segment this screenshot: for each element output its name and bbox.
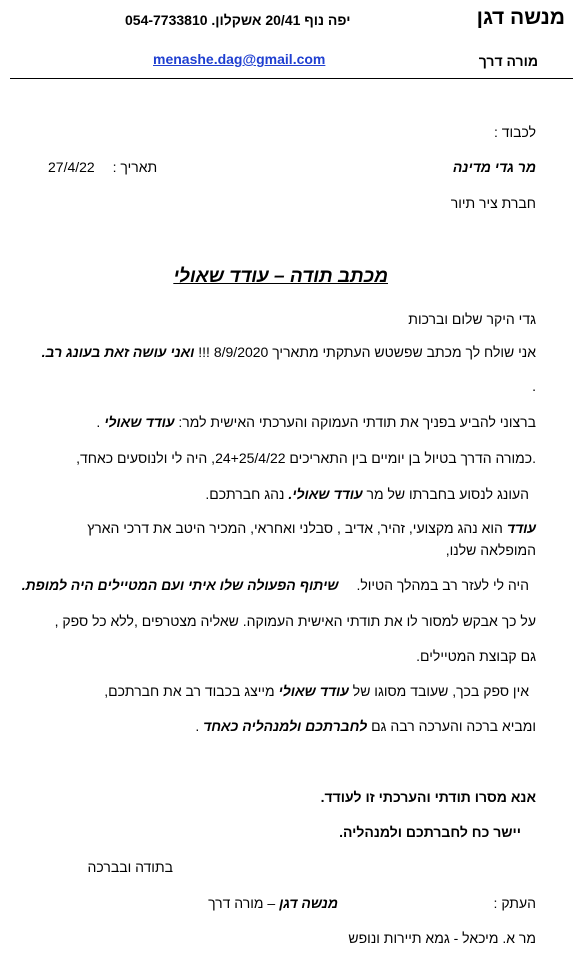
p2-text: ברצוני להביע בפניך את תודתי העמוקה והערכתי האישית למר: (178, 414, 536, 430)
recipient-to: לכבוד : (493, 124, 536, 140)
paragraph-1 (42, 344, 536, 360)
copy-label: העתק : (493, 895, 536, 911)
date-line (48, 159, 157, 175)
p4-text: העונג לנסוע בחברתו של מר (366, 486, 529, 502)
p7-text: היה לי לעזר רב במהלך הטיול. (356, 577, 529, 593)
greeting: גדי היקר שלום וברכות (408, 311, 536, 327)
p2-end: . (96, 414, 101, 430)
paragraph-6: המופלאה שלנו, (445, 542, 536, 558)
date-value: 27/4/22 (48, 159, 95, 175)
thanks-line: בתודה ובברכה (87, 859, 173, 875)
p5-text: הוא נהג מקצועי, זהיר, אדיב , סבלני ואחראי, המכיר היטב את דרכי הארץ (87, 520, 503, 536)
signature-name: מנשה דגן (279, 895, 338, 911)
p4-driver-name: עודד שאולי. (288, 486, 363, 502)
p1-emphasis: ואני עושה זאת בעונג רב. (41, 344, 195, 360)
paragraph-3: .כמורה הדרך בטיול בן יומיים בין התאריכים 24+25/4/22, היה לי ולנוסעים כאחד, (76, 450, 536, 466)
p4-end: נהג חברתכם. (205, 486, 285, 502)
cc-line: מר א. מיכאל - גמא תיירות ונופש (348, 930, 536, 946)
recipient-name: מר גדי מדינה (452, 159, 536, 175)
letterhead-name: מנשה דגן (476, 6, 565, 29)
paragraph-4 (205, 486, 529, 502)
signature-line (208, 895, 338, 911)
p1-text: אני שולח לך מכתב שפשטש העתקתי מתאריך 8/9/2020 !!! (198, 344, 536, 360)
email-link[interactable]: menashe.dag@gmail.com (153, 51, 326, 67)
stray-dot: . (532, 378, 536, 394)
closing-line-2: יישר כח לחברתכם ולמנהליה. (339, 824, 521, 840)
paragraph-5 (87, 520, 536, 536)
p10-text: אין ספק בכך, שעובד מסוגו של (352, 683, 529, 699)
p11-emphasis: לחברתכם ולמנהליה כאחד (203, 718, 368, 734)
paragraph-7 (22, 577, 529, 593)
paragraph-9: גם קבוצת המטיילים. (416, 648, 536, 664)
phone-text: 054-7733810 (125, 12, 208, 28)
p7-emphasis: שיתוף הפעולה שלו איתי ועם המטיילים היה למופת. (21, 577, 339, 593)
closing-line-1: אנא מסרו תודתי והערכתי זו לעודד. (320, 789, 536, 805)
letter-title: מכתב תודה – עודד שאולי (173, 266, 388, 287)
letterhead-title: מורה דרך (478, 53, 538, 69)
p10-end: מייצג בכבוד רב את חברתכם, (104, 683, 275, 699)
paragraph-10 (104, 683, 529, 699)
letterhead-address (125, 12, 350, 28)
date-label: תאריך : (112, 159, 158, 175)
recipient-company: חברת ציר תיור (450, 195, 536, 211)
p11-text: ומביא ברכה והערכה רבה גם (371, 718, 536, 734)
p2-driver-name: עודד שאולי (104, 414, 175, 430)
address-text: יפה נוף 20/41 אשקלון. (211, 12, 351, 28)
paragraph-11 (195, 718, 536, 734)
header-divider (10, 78, 573, 79)
paragraph-8: על כך אבקש למסור לו את תודתי האישית העמוקה. שאליה מצטרפים ,ללא כל ספק , (54, 613, 536, 629)
paragraph-2 (96, 414, 536, 430)
p5-driver-name: עודד (506, 520, 536, 536)
p10-driver-name: עודד שאולי (278, 683, 349, 699)
p11-end: . (195, 718, 200, 734)
signature-title: – מורה דרך (208, 895, 276, 911)
